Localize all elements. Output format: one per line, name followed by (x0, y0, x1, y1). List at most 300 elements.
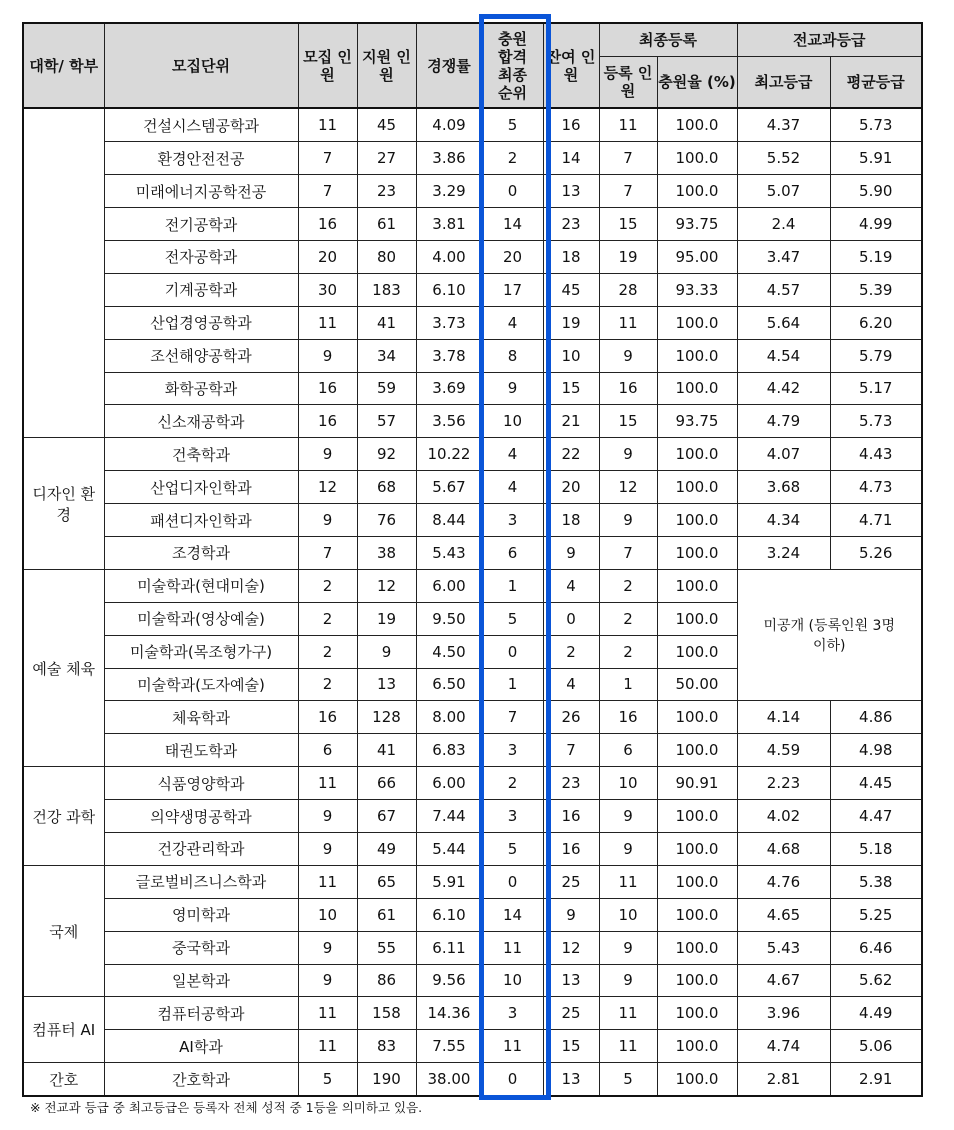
quota-cell: 11 (298, 997, 357, 1030)
remaining-cell: 7 (543, 734, 599, 767)
ratio-cell: 3.69 (416, 372, 482, 405)
quota-cell: 2 (298, 602, 357, 635)
quota-cell: 2 (298, 569, 357, 602)
unit-cell: 신소재공학과 (104, 405, 298, 438)
applicants-cell: 65 (357, 865, 416, 898)
remaining-cell: 16 (543, 832, 599, 865)
fill-rate-cell: 50.00 (657, 668, 737, 701)
unit-cell: 조선해양공학과 (104, 339, 298, 372)
ratio-cell: 6.11 (416, 931, 482, 964)
rank-cell: 0 (482, 865, 543, 898)
fill-rate-cell: 100.0 (657, 438, 737, 471)
header-quota: 모집 인원 (298, 23, 357, 108)
rank-cell: 11 (482, 1030, 543, 1063)
fill-rate-cell: 100.0 (657, 569, 737, 602)
applicants-cell: 83 (357, 1030, 416, 1063)
applicants-cell: 183 (357, 273, 416, 306)
table-row (23, 832, 922, 865)
avg-grade-cell: 5.90 (830, 175, 922, 208)
unit-cell: 건축학과 (104, 438, 298, 471)
top-grade-cell: 4.65 (737, 898, 830, 931)
table-row (23, 306, 922, 339)
table-row (23, 405, 922, 438)
avg-grade-cell: 5.38 (830, 865, 922, 898)
table-row (23, 931, 922, 964)
top-grade-cell: 4.57 (737, 273, 830, 306)
rank-cell: 6 (482, 536, 543, 569)
avg-grade-cell: 4.45 (830, 767, 922, 800)
reg-count-cell: 15 (599, 405, 657, 438)
reg-count-cell: 11 (599, 108, 657, 141)
quota-cell: 5 (298, 1063, 357, 1096)
header-final-reg: 최종등록 (599, 23, 737, 56)
ratio-cell: 10.22 (416, 438, 482, 471)
remaining-cell: 20 (543, 471, 599, 504)
reg-count-cell: 9 (599, 504, 657, 537)
quota-cell: 2 (298, 635, 357, 668)
table-row (23, 536, 922, 569)
fill-rate-cell: 95.00 (657, 240, 737, 273)
fill-rate-cell: 93.75 (657, 405, 737, 438)
unit-cell: 전기공학과 (104, 208, 298, 241)
reg-count-cell: 11 (599, 865, 657, 898)
ratio-cell: 3.81 (416, 208, 482, 241)
college-cell: 간호 (23, 1063, 104, 1096)
table-row (23, 175, 922, 208)
ratio-cell: 4.00 (416, 240, 482, 273)
avg-grade-cell: 6.20 (830, 306, 922, 339)
quota-cell: 11 (298, 306, 357, 339)
unit-cell: 환경안전전공 (104, 142, 298, 175)
remaining-cell: 21 (543, 405, 599, 438)
reg-count-cell: 7 (599, 142, 657, 175)
fill-rate-cell: 100.0 (657, 1063, 737, 1096)
table-row (23, 569, 922, 602)
avg-grade-cell: 2.91 (830, 1063, 922, 1096)
unit-cell: 산업디자인학과 (104, 471, 298, 504)
table-row (23, 767, 922, 800)
reg-count-cell: 2 (599, 635, 657, 668)
applicants-cell: 128 (357, 701, 416, 734)
avg-grade-cell: 5.39 (830, 273, 922, 306)
reg-count-cell: 7 (599, 175, 657, 208)
quota-cell: 20 (298, 240, 357, 273)
top-grade-cell: 3.68 (737, 471, 830, 504)
top-grade-cell: 4.54 (737, 339, 830, 372)
ratio-cell: 9.50 (416, 602, 482, 635)
top-grade-cell: 4.34 (737, 504, 830, 537)
applicants-cell: 9 (357, 635, 416, 668)
avg-grade-cell: 5.19 (830, 240, 922, 273)
rank-cell: 5 (482, 602, 543, 635)
remaining-cell: 13 (543, 1063, 599, 1096)
unit-cell: 의약생명공학과 (104, 800, 298, 833)
reg-count-cell: 19 (599, 240, 657, 273)
unit-cell: 미술학과(도자예술) (104, 668, 298, 701)
rank-cell: 2 (482, 142, 543, 175)
avg-grade-cell: 4.98 (830, 734, 922, 767)
quota-cell: 11 (298, 767, 357, 800)
rank-cell: 1 (482, 668, 543, 701)
remaining-cell: 26 (543, 701, 599, 734)
top-grade-cell: 3.24 (737, 536, 830, 569)
rank-cell: 4 (482, 438, 543, 471)
avg-grade-cell: 5.17 (830, 372, 922, 405)
reg-count-cell: 2 (599, 569, 657, 602)
remaining-cell: 12 (543, 931, 599, 964)
reg-count-cell: 7 (599, 536, 657, 569)
header-reg-count: 등록 인원 (599, 56, 657, 108)
reg-count-cell: 15 (599, 208, 657, 241)
reg-count-cell: 9 (599, 832, 657, 865)
unit-cell: 컴퓨터공학과 (104, 997, 298, 1030)
applicants-cell: 67 (357, 800, 416, 833)
unit-cell: 미술학과(목조형가구) (104, 635, 298, 668)
quota-cell: 9 (298, 832, 357, 865)
reg-count-cell: 28 (599, 273, 657, 306)
quota-cell: 16 (298, 372, 357, 405)
ratio-cell: 5.67 (416, 471, 482, 504)
table-row (23, 1063, 922, 1096)
top-grade-cell: 2.23 (737, 767, 830, 800)
reg-count-cell: 9 (599, 800, 657, 833)
reg-count-cell: 11 (599, 1030, 657, 1063)
fill-rate-cell: 93.75 (657, 208, 737, 241)
applicants-cell: 76 (357, 504, 416, 537)
ratio-cell: 5.43 (416, 536, 482, 569)
applicants-cell: 66 (357, 767, 416, 800)
applicants-cell: 41 (357, 306, 416, 339)
rank-cell: 3 (482, 997, 543, 1030)
ratio-cell: 6.10 (416, 273, 482, 306)
header-college: 대학/ 학부 (23, 23, 104, 108)
avg-grade-cell: 5.73 (830, 405, 922, 438)
header-applicants: 지원 인원 (357, 23, 416, 108)
header-unit: 모집단위 (104, 23, 298, 108)
rank-cell: 5 (482, 108, 543, 141)
quota-cell: 11 (298, 108, 357, 141)
top-grade-cell: 4.07 (737, 438, 830, 471)
applicants-cell: 12 (357, 569, 416, 602)
ratio-cell: 5.44 (416, 832, 482, 865)
fill-rate-cell: 100.0 (657, 800, 737, 833)
admission-results-table (22, 22, 923, 1097)
fill-rate-cell: 100.0 (657, 997, 737, 1030)
rank-cell: 4 (482, 306, 543, 339)
rank-cell: 3 (482, 504, 543, 537)
applicants-cell: 86 (357, 964, 416, 997)
rank-cell: 10 (482, 964, 543, 997)
unit-cell: 건강관리학과 (104, 832, 298, 865)
ratio-cell: 3.56 (416, 405, 482, 438)
remaining-cell: 4 (543, 668, 599, 701)
rank-cell: 3 (482, 734, 543, 767)
applicants-cell: 59 (357, 372, 416, 405)
fill-rate-cell: 100.0 (657, 602, 737, 635)
quota-cell: 9 (298, 964, 357, 997)
avg-grade-cell: 4.49 (830, 997, 922, 1030)
unit-cell: 미술학과(영상예술) (104, 602, 298, 635)
fill-rate-cell: 100.0 (657, 931, 737, 964)
ratio-cell: 3.86 (416, 142, 482, 175)
college-cell (23, 108, 104, 437)
rank-cell: 1 (482, 569, 543, 602)
top-grade-cell: 4.59 (737, 734, 830, 767)
avg-grade-cell: 5.06 (830, 1030, 922, 1063)
applicants-cell: 92 (357, 438, 416, 471)
college-cell: 예술 체육 (23, 569, 104, 766)
avg-grade-cell: 4.86 (830, 701, 922, 734)
applicants-cell: 23 (357, 175, 416, 208)
ratio-cell: 9.56 (416, 964, 482, 997)
undisclosed-grade-cell: 미공개 (등록인원 3명 이하) (737, 569, 922, 701)
reg-count-cell: 16 (599, 372, 657, 405)
reg-count-cell: 9 (599, 931, 657, 964)
unit-cell: AI학과 (104, 1030, 298, 1063)
quota-cell: 7 (298, 175, 357, 208)
reg-count-cell: 9 (599, 339, 657, 372)
header-grade: 전교과등급 (737, 23, 922, 56)
avg-grade-cell: 5.73 (830, 108, 922, 141)
unit-cell: 전자공학과 (104, 240, 298, 273)
remaining-cell: 22 (543, 438, 599, 471)
reg-count-cell: 9 (599, 438, 657, 471)
top-grade-cell: 4.76 (737, 865, 830, 898)
avg-grade-cell: 4.99 (830, 208, 922, 241)
applicants-cell: 80 (357, 240, 416, 273)
reg-count-cell: 12 (599, 471, 657, 504)
ratio-cell: 6.50 (416, 668, 482, 701)
rank-cell: 5 (482, 832, 543, 865)
quota-cell: 2 (298, 668, 357, 701)
ratio-cell: 5.91 (416, 865, 482, 898)
remaining-cell: 14 (543, 142, 599, 175)
college-cell: 디자인 환경 (23, 438, 104, 570)
avg-grade-cell: 5.25 (830, 898, 922, 931)
unit-cell: 체육학과 (104, 701, 298, 734)
fill-rate-cell: 100.0 (657, 1030, 737, 1063)
fill-rate-cell: 93.33 (657, 273, 737, 306)
ratio-cell: 3.29 (416, 175, 482, 208)
header-avg-grade: 평균등급 (830, 56, 922, 108)
ratio-cell: 3.78 (416, 339, 482, 372)
avg-grade-cell: 5.62 (830, 964, 922, 997)
unit-cell: 기계공학과 (104, 273, 298, 306)
quota-cell: 9 (298, 800, 357, 833)
applicants-cell: 41 (357, 734, 416, 767)
top-grade-cell: 3.96 (737, 997, 830, 1030)
quota-cell: 9 (298, 504, 357, 537)
table-row (23, 1030, 922, 1063)
unit-cell: 패션디자인학과 (104, 504, 298, 537)
ratio-cell: 6.00 (416, 569, 482, 602)
table-row (23, 734, 922, 767)
rank-cell: 2 (482, 767, 543, 800)
fill-rate-cell: 100.0 (657, 964, 737, 997)
table-row (23, 865, 922, 898)
applicants-cell: 61 (357, 208, 416, 241)
table-row (23, 504, 922, 537)
reg-count-cell: 5 (599, 1063, 657, 1096)
avg-grade-cell: 4.73 (830, 471, 922, 504)
fill-rate-cell: 100.0 (657, 306, 737, 339)
avg-grade-cell: 5.18 (830, 832, 922, 865)
table-row (23, 701, 922, 734)
remaining-cell: 23 (543, 208, 599, 241)
remaining-cell: 10 (543, 339, 599, 372)
table-row (23, 800, 922, 833)
rank-cell: 11 (482, 931, 543, 964)
unit-cell: 일본학과 (104, 964, 298, 997)
ratio-cell: 7.44 (416, 800, 482, 833)
rank-cell: 0 (482, 635, 543, 668)
top-grade-cell: 5.43 (737, 931, 830, 964)
rank-cell: 14 (482, 208, 543, 241)
quota-cell: 12 (298, 471, 357, 504)
avg-grade-cell: 4.47 (830, 800, 922, 833)
unit-cell: 글로벌비즈니스학과 (104, 865, 298, 898)
rank-cell: 14 (482, 898, 543, 931)
rank-cell: 7 (482, 701, 543, 734)
quota-cell: 9 (298, 931, 357, 964)
remaining-cell: 9 (543, 536, 599, 569)
ratio-cell: 4.50 (416, 635, 482, 668)
unit-cell: 영미학과 (104, 898, 298, 931)
unit-cell: 건설시스템공학과 (104, 108, 298, 141)
quota-cell: 30 (298, 273, 357, 306)
header-rank: 충원 합격 최종 순위 (482, 23, 543, 108)
remaining-cell: 45 (543, 273, 599, 306)
rank-cell: 9 (482, 372, 543, 405)
top-grade-cell: 4.14 (737, 701, 830, 734)
reg-count-cell: 11 (599, 997, 657, 1030)
rank-cell: 0 (482, 175, 543, 208)
applicants-cell: 19 (357, 602, 416, 635)
remaining-cell: 13 (543, 964, 599, 997)
ratio-cell: 6.10 (416, 898, 482, 931)
header-remaining: 잔여 인원 (543, 23, 599, 108)
top-grade-cell: 4.79 (737, 405, 830, 438)
remaining-cell: 4 (543, 569, 599, 602)
fill-rate-cell: 90.91 (657, 767, 737, 800)
college-cell: 국제 (23, 865, 104, 997)
ratio-cell: 14.36 (416, 997, 482, 1030)
reg-count-cell: 9 (599, 964, 657, 997)
remaining-cell: 25 (543, 865, 599, 898)
header-fill-rate: 충원율 (%) (657, 56, 737, 108)
table-row (23, 240, 922, 273)
top-grade-cell: 4.42 (737, 372, 830, 405)
fill-rate-cell: 100.0 (657, 175, 737, 208)
remaining-cell: 9 (543, 898, 599, 931)
top-grade-cell: 3.47 (737, 240, 830, 273)
top-grade-cell: 5.07 (737, 175, 830, 208)
table-row (23, 339, 922, 372)
reg-count-cell: 6 (599, 734, 657, 767)
unit-cell: 미술학과(현대미술) (104, 569, 298, 602)
remaining-cell: 16 (543, 800, 599, 833)
applicants-cell: 13 (357, 668, 416, 701)
applicants-cell: 38 (357, 536, 416, 569)
remaining-cell: 0 (543, 602, 599, 635)
rank-cell: 20 (482, 240, 543, 273)
top-grade-cell: 4.68 (737, 832, 830, 865)
unit-cell: 중국학과 (104, 931, 298, 964)
remaining-cell: 23 (543, 767, 599, 800)
applicants-cell: 55 (357, 931, 416, 964)
quota-cell: 10 (298, 898, 357, 931)
ratio-cell: 3.73 (416, 306, 482, 339)
quota-cell: 16 (298, 208, 357, 241)
quota-cell: 7 (298, 536, 357, 569)
avg-grade-cell: 4.71 (830, 504, 922, 537)
remaining-cell: 16 (543, 108, 599, 141)
top-grade-cell: 2.81 (737, 1063, 830, 1096)
fill-rate-cell: 100.0 (657, 701, 737, 734)
top-grade-cell: 4.74 (737, 1030, 830, 1063)
avg-grade-cell: 6.46 (830, 931, 922, 964)
remaining-cell: 18 (543, 240, 599, 273)
quota-cell: 9 (298, 438, 357, 471)
ratio-cell: 6.00 (416, 767, 482, 800)
top-grade-cell: 4.02 (737, 800, 830, 833)
remaining-cell: 13 (543, 175, 599, 208)
fill-rate-cell: 100.0 (657, 865, 737, 898)
applicants-cell: 158 (357, 997, 416, 1030)
reg-count-cell: 2 (599, 602, 657, 635)
quota-cell: 6 (298, 734, 357, 767)
top-grade-cell: 2.4 (737, 208, 830, 241)
quota-cell: 16 (298, 405, 357, 438)
quota-cell: 7 (298, 142, 357, 175)
ratio-cell: 8.00 (416, 701, 482, 734)
unit-cell: 식품영양학과 (104, 767, 298, 800)
table-row (23, 964, 922, 997)
fill-rate-cell: 100.0 (657, 108, 737, 141)
rank-cell: 17 (482, 273, 543, 306)
fill-rate-cell: 100.0 (657, 339, 737, 372)
quota-cell: 16 (298, 701, 357, 734)
fill-rate-cell: 100.0 (657, 372, 737, 405)
rank-cell: 0 (482, 1063, 543, 1096)
fill-rate-cell: 100.0 (657, 471, 737, 504)
unit-cell: 조경학과 (104, 536, 298, 569)
fill-rate-cell: 100.0 (657, 832, 737, 865)
fill-rate-cell: 100.0 (657, 142, 737, 175)
table-row (23, 142, 922, 175)
table-row (23, 898, 922, 931)
applicants-cell: 57 (357, 405, 416, 438)
avg-grade-cell: 4.43 (830, 438, 922, 471)
quota-cell: 11 (298, 865, 357, 898)
top-grade-cell: 5.52 (737, 142, 830, 175)
ratio-cell: 6.83 (416, 734, 482, 767)
remaining-cell: 19 (543, 306, 599, 339)
table-row (23, 997, 922, 1030)
college-cell: 컴퓨터 AI (23, 997, 104, 1063)
avg-grade-cell: 5.91 (830, 142, 922, 175)
quota-cell: 9 (298, 339, 357, 372)
ratio-cell: 38.00 (416, 1063, 482, 1096)
applicants-cell: 190 (357, 1063, 416, 1096)
reg-count-cell: 11 (599, 306, 657, 339)
rank-cell: 10 (482, 405, 543, 438)
avg-grade-cell: 5.26 (830, 536, 922, 569)
fill-rate-cell: 100.0 (657, 536, 737, 569)
top-grade-cell: 4.37 (737, 108, 830, 141)
fill-rate-cell: 100.0 (657, 898, 737, 931)
unit-cell: 미래에너지공학전공 (104, 175, 298, 208)
